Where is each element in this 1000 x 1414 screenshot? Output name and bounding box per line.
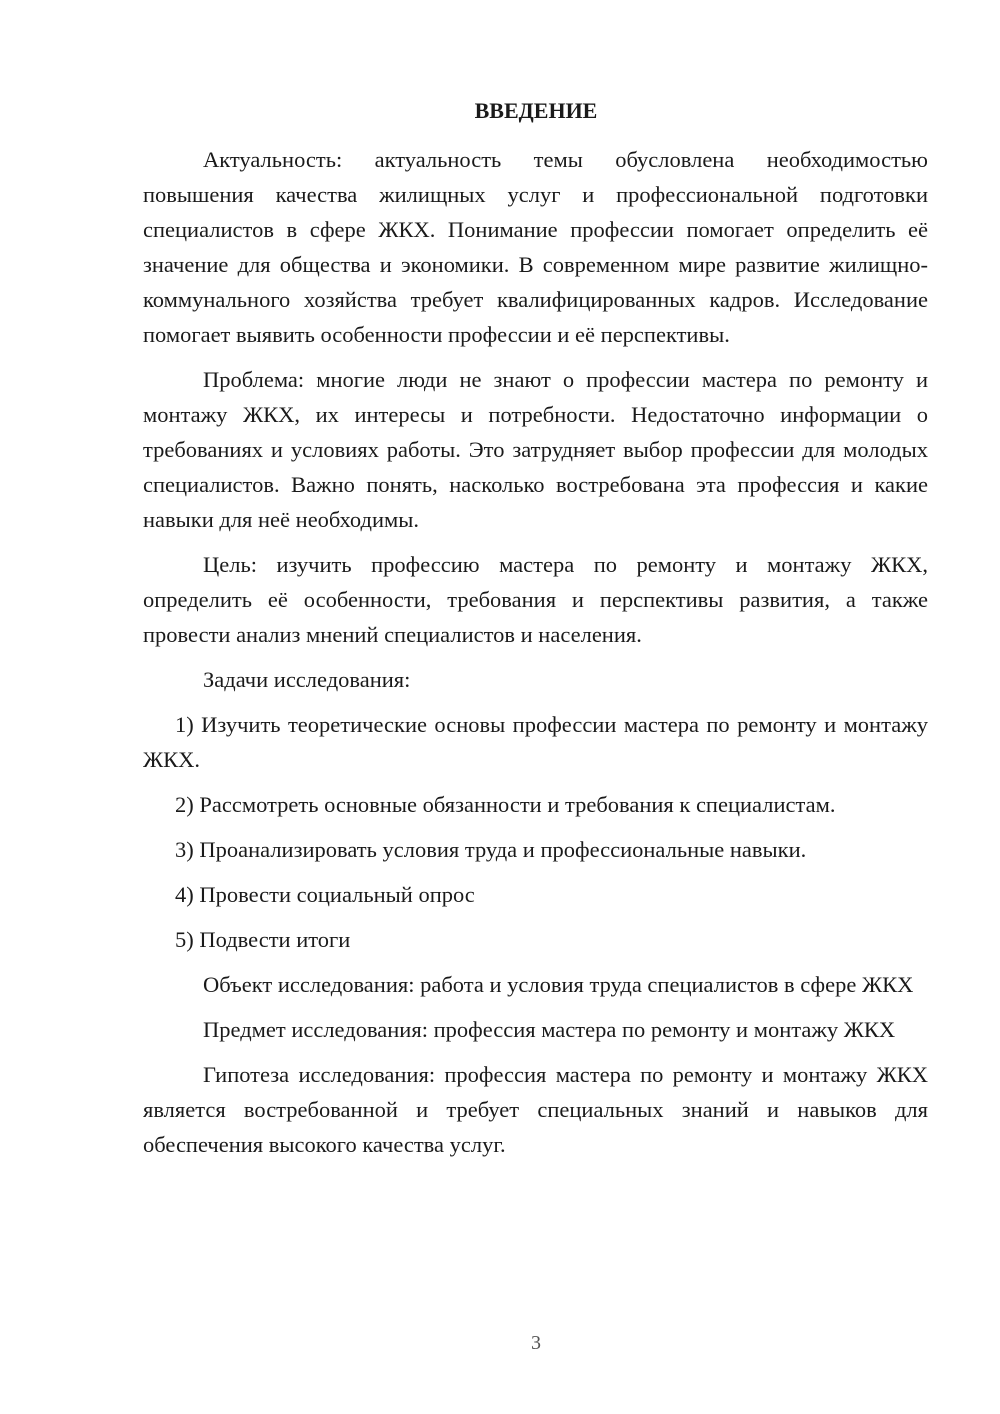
paragraph-goal: Цель: изучить профессию мастера по ремонту и монтажу ЖКХ, определить её особенности, требования и перспективы развития, а также провести анализ мнений специалистов и населения.	[143, 552, 928, 647]
task-item-2: 2) Рассмотреть основные обязанности и требования к специалистам.	[175, 792, 836, 817]
document-body	[143, 142, 928, 1172]
paragraph-subject: Предмет исследования: профессия мастера по ремонту и монтажу ЖКХ	[203, 1017, 896, 1042]
paragraph-hypothesis: Гипотеза исследования: профессия мастера по ремонту и монтажу ЖКХ является востребованной и требует специальных знаний и навыков для обеспечения высокого качества услуг.	[143, 1062, 928, 1157]
task-item-4: 4) Провести социальный опрос	[175, 882, 475, 907]
paragraph-object: Объект исследования: работа и условия труда специалистов в сфере ЖКХ	[203, 972, 914, 997]
page-title: ВВЕДЕНИЕ	[474, 98, 598, 123]
task-item-1: 1) Изучить теоретические основы профессии мастера по ремонту и монтажу ЖКХ.	[143, 712, 928, 772]
task-item-5: 5) Подвести итоги	[175, 927, 351, 952]
paragraph-problem: Проблема: многие люди не знают о профессии мастера по ремонту и монтажу ЖКХ, их интересы и потребности. Недостаточно информации о требованиях и условиях работы. Это затрудняет выбор профессии для молодых специалистов. Важно понять, насколько востребована эта профессия и какие навыки для неё необходимы.	[143, 367, 928, 532]
paragraph-relevance: Актуальность: актуальность темы обусловлена необходимостью повышения качества жилищных услуг и профессиональной подготовки специалистов в сфере ЖКХ. Понимание профессии помогает определить её значение для общества и экономики. В современном мире развитие жилищно-коммунального хозяйства требует квалифицированных кадров. Исследование помогает выявить особенности профессии и её перспективы.	[143, 147, 928, 347]
tasks-heading: Задачи исследования:	[203, 667, 411, 692]
task-item-3: 3) Проанализировать условия труда и профессиональные навыки.	[175, 837, 807, 862]
page-number: 3	[531, 1332, 541, 1354]
